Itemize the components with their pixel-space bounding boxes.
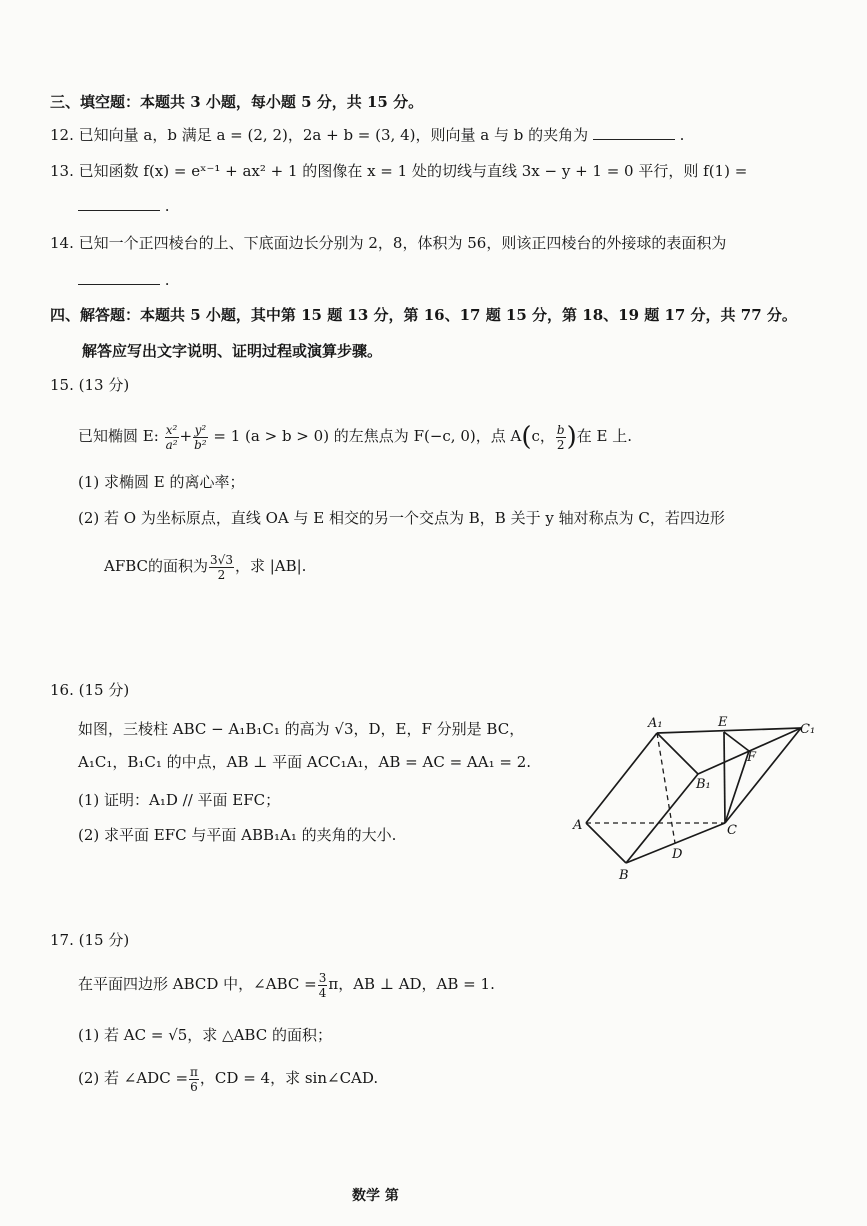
question-15-part1: (1) 求椭圆 E 的离心率； [78,473,245,491]
point-a-y-fraction: $\frac{b}{2}$ [556,422,565,452]
angle-abc-fraction: $\frac{3}{4}$ [318,970,327,1000]
ellipse-fraction-y: $\frac{\text{y²}}{\text{b²}}$ [194,422,207,452]
question-15-stem: 已知椭圆 E: $\frac{\text{x²}}{\text{a²}}$ + $\frac{\text{y²}}{\text{b²}}$ = 1 (a > b > 0) 的左焦点为 F(−c, 0)，点 A(c， $\frac{b}{2}$ )在 E 上. [78,422,633,452]
question-13-answer-line [78,196,170,216]
answer-blank-12[interactable] [593,125,675,140]
question-14-answer-line [78,270,170,290]
q15-part2-ask: ，求 |AB|. [234,557,307,575]
angle-adc-fraction: $\frac{\pi}{6}$ [190,1064,198,1094]
label-c1: C₁ [800,722,816,737]
q15-part2-area-label: AFBC的面积为 [104,557,209,575]
label-b: B [619,868,629,883]
q15-stem-a: 已知椭圆 E: [78,427,159,445]
q15-stem-c: 在 E 上. [576,427,633,445]
question-16-part1: (1) 证明：A₁D // 平面 EFC； [78,791,281,809]
question-12-text: 12. 已知向量 a，b 满足 a = (2, 2)，2a + b = (3, 4)，则向量 a 与 b 的夹角为 [50,126,589,144]
edge-a-a1 [586,733,657,823]
section-4-subheading: 解答应写出文字说明、证明过程或演算步骤。 [82,342,383,360]
q17-part2-a: (2) 若 ∠ADC = [78,1069,189,1087]
section-3-heading: 三、填空题：本题共 3 小题，每小题 5 分，共 15 分。 [50,93,424,111]
label-e: E [718,715,728,730]
edge-a1-c1 [657,728,801,733]
label-b1: B₁ [696,777,711,792]
q17-part2-b: ，CD = 4，求 sin∠CAD. [199,1069,379,1087]
edge-b-b1 [626,774,698,863]
question-17-stem [78,966,495,1002]
segment-e-c [724,732,725,823]
question-17-part2 [78,1060,378,1096]
ellipse-fraction-x: $\frac{\text{x²}}{\text{a²}}$ [165,422,178,452]
question-16-title: 16. (15 分) [50,681,130,699]
question-15-title: 15. (13 分) [50,376,130,394]
section-4-heading: 四、解答题：本题共 5 小题，其中第 15 题 13 分，第 16、17 题 15 分，第 18、19 题 17 分，共 77 分。 [50,306,797,324]
question-12-end: . [679,126,685,144]
edge-a1-b1 [657,733,698,774]
question-15-part2: (2) 若 O 为坐标原点，直线 OA 与 E 相交的另一个交点为 B，B 关于 y 轴对称点为 C，若四边形 [78,509,725,527]
answer-blank-13[interactable] [78,196,160,211]
label-a1: A₁ [648,716,663,731]
question-17-part1: (1) 若 AC = √5，求 △ABC 的面积； [78,1026,332,1044]
q17-stem-a: 在平面四边形 ABCD 中，∠ABC = [78,975,317,993]
segment-e-f [724,732,749,751]
question-17-title: 17. (15 分) [50,931,130,949]
question-13-text: 13. 已知函数 f(x) = eˣ⁻¹ + ax² + 1 的图像在 x = 1 处的切线与直线 3x − y + 1 = 0 平行，则 f(1) = [50,162,748,180]
question-12 [50,125,684,145]
plus-sign: + [179,427,193,445]
segment-f-c [725,751,749,823]
question-16-line2: A₁C₁，B₁C₁ 的中点，AB ⊥ 平面 ACC₁A₁，AB = AC = AA₁ = 2. [78,753,532,771]
area-fraction: $\frac{3√3}{2}$ [210,552,233,582]
question-16-line1: 如图，三棱柱 ABC − A₁B₁C₁ 的高为 √3，D，E，F 分别是 BC， [78,720,525,738]
q15-stem-b: = 1 (a > b > 0) 的左焦点为 F(−c, 0)，点 A [213,427,522,445]
question-14-text: 14. 已知一个正四棱台的上、下底面边长分别为 2，8，体积为 56，则该正四棱台的外接球的表面积为 [50,234,727,252]
q17-stem-b: π，AB ⊥ AD，AB = 1. [328,975,495,993]
label-a: A [573,818,583,833]
page-footer: 数学 第 [352,1188,399,1204]
question-16-part2: (2) 求平面 EFC 与平面 ABB₁A₁ 的夹角的大小. [78,826,397,844]
question-13-end: . [164,197,170,215]
edge-a-b [586,823,626,863]
label-f: F [747,750,757,765]
point-a-x: c， [531,427,555,445]
label-c: C [727,823,737,838]
prism-figure [560,705,830,885]
answer-blank-14[interactable] [78,270,160,285]
question-15-part2-cont [104,548,306,584]
label-d: D [672,847,683,862]
question-14-end: . [164,271,170,289]
